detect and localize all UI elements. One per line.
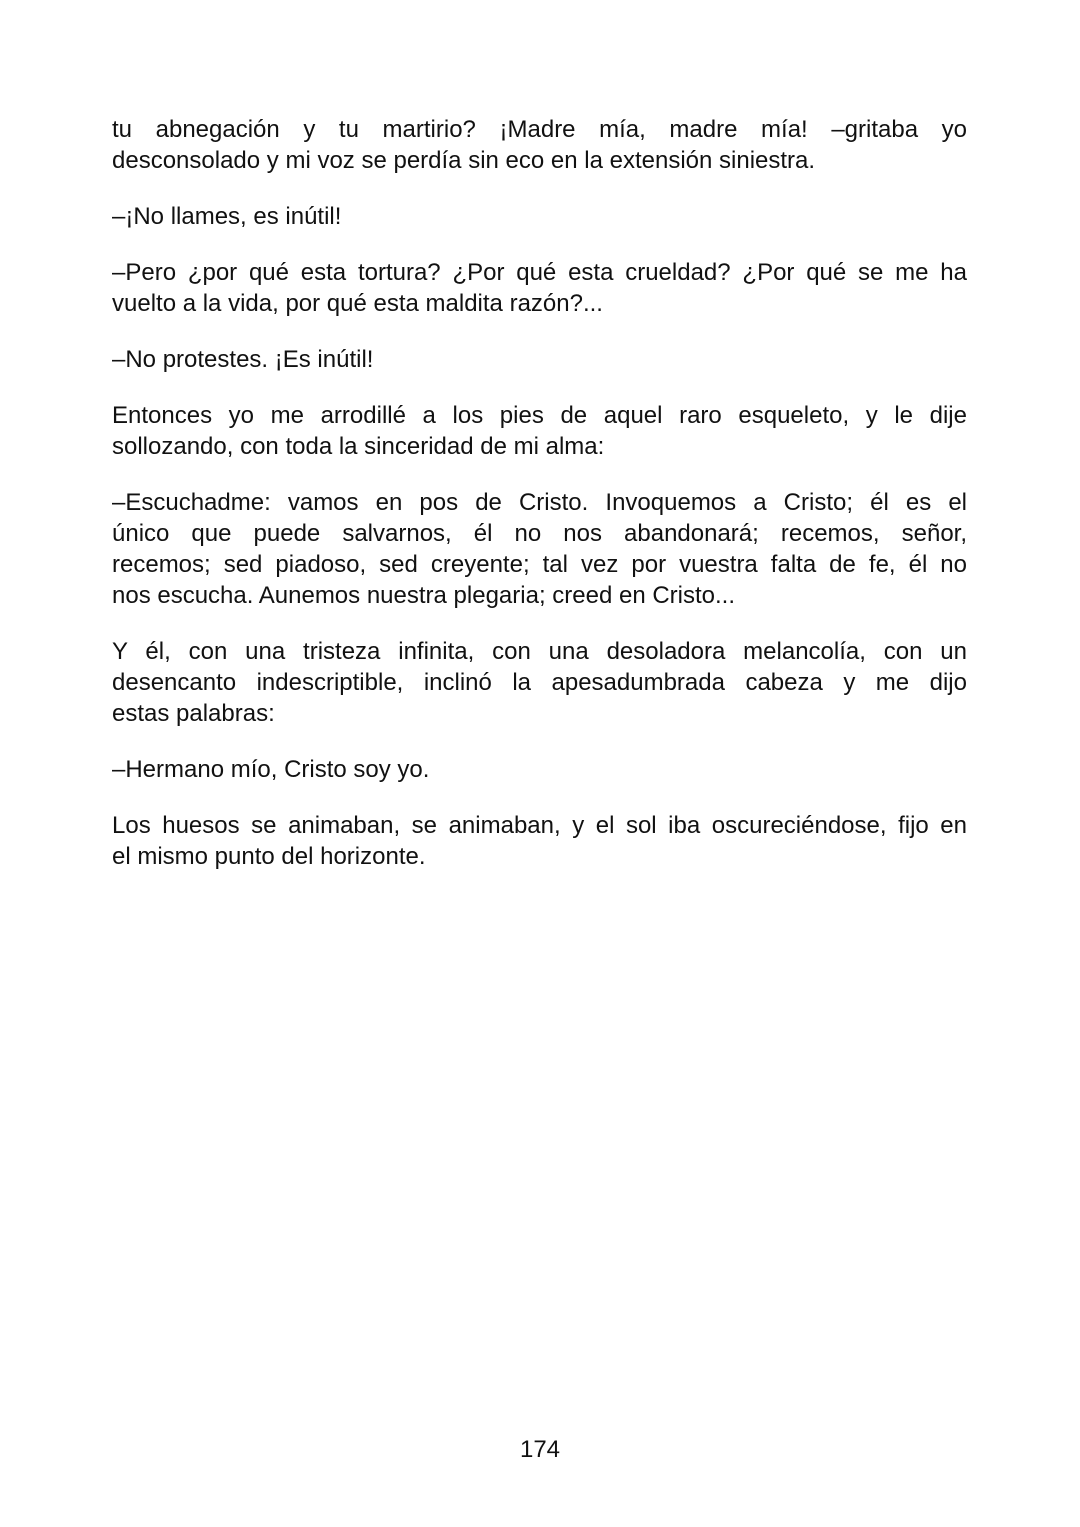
paragraph <box>112 636 967 729</box>
text-line: Entonces yo me arrodillé a los pies de aquel raro esqueleto, y le dije <box>112 402 967 429</box>
text-line: el mismo punto del horizonte. <box>112 843 426 870</box>
paragraph <box>112 201 967 232</box>
text-line: Los huesos se animaban, se animaban, y el sol iba oscureciéndose, fijo en <box>112 812 967 839</box>
text-line: desconsolado y mi voz se perdía sin eco en la extensión siniestra. <box>112 147 816 174</box>
text-line: –Escuchadme: vamos en pos de Cristo. Invoquemos a Cristo; él es el <box>112 489 967 516</box>
text-line: vuelto a la vida, por qué esta maldita razón?... <box>112 290 603 317</box>
text-line: desencanto indescriptible, inclinó la apesadumbrada cabeza y me dijo <box>112 669 967 696</box>
body-text <box>112 114 967 897</box>
paragraph <box>112 400 967 462</box>
paragraph <box>112 114 967 176</box>
paragraph <box>112 810 967 872</box>
text-line: recemos; sed piadoso, sed creyente; tal vez por vuestra falta de fe, él no <box>112 551 967 578</box>
text-line: –No protestes. ¡Es inútil! <box>112 346 374 373</box>
text-line: –Pero ¿por qué esta tortura? ¿Por qué esta crueldad? ¿Por qué se me ha <box>112 259 967 286</box>
text-line: Y él, con una tristeza infinita, con una desoladora melancolía, con un <box>112 638 967 665</box>
page-number: 174 <box>519 1436 561 1463</box>
text-line: único que puede salvarnos, él no nos abandonará; recemos, señor, <box>112 520 967 547</box>
text-line: nos escucha. Aunemos nuestra plegaria; creed en Cristo... <box>112 582 736 609</box>
paragraph <box>112 257 967 319</box>
text-line: estas palabras: <box>112 700 275 727</box>
text-line: –Hermano mío, Cristo soy yo. <box>112 756 430 783</box>
paragraph <box>112 344 967 375</box>
paragraph <box>112 754 967 785</box>
text-line: sollozando, con toda la sinceridad de mi alma: <box>112 433 605 460</box>
text-line: tu abnegación y tu martirio? ¡Madre mía, madre mía! –gritaba yo <box>112 116 967 143</box>
paragraph <box>112 487 967 611</box>
text-line: –¡No llames, es inútil! <box>112 203 342 230</box>
